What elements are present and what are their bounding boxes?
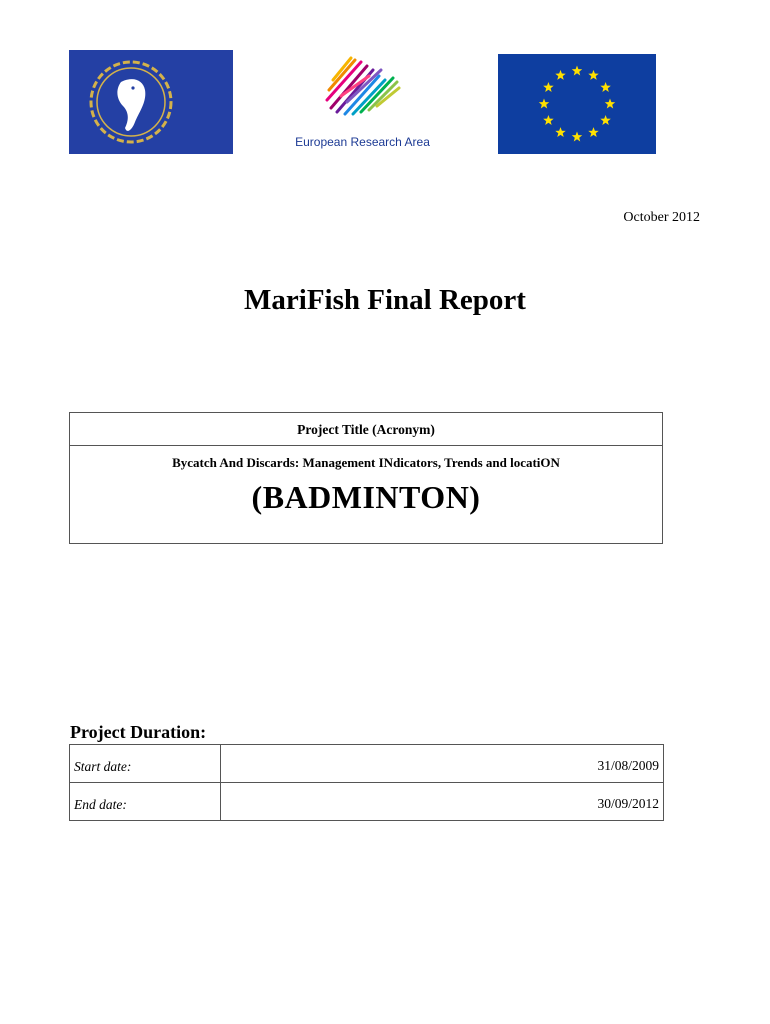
marifish-logo: [69, 50, 233, 154]
end-date-value: 30/09/2012: [221, 783, 664, 821]
project-acronym: (BADMINTON): [251, 479, 481, 515]
duration-heading: Project Duration:: [70, 722, 207, 742]
start-date-value: 31/08/2009: [221, 745, 664, 783]
report-title: MariFish Final Report: [244, 284, 526, 316]
project-title-label: Project Title (Acronym): [70, 413, 662, 446]
end-date-label: End date:: [70, 783, 221, 821]
table-row: [70, 783, 664, 821]
table-row: [70, 745, 664, 783]
marifish-emblem-icon: [69, 50, 233, 154]
era-caption: European Research Area: [295, 135, 430, 149]
eu-stars-icon: [498, 54, 656, 154]
project-full-name: Bycatch And Discards: Management INdicators, Trends and locatiON: [172, 455, 560, 470]
eu-flag: [498, 54, 656, 154]
era-swirl-icon: [285, 50, 440, 130]
european-research-area-logo: [285, 50, 440, 154]
project-title-box: [69, 412, 663, 544]
start-date-label: Start date:: [70, 745, 221, 783]
duration-table: [69, 744, 664, 821]
document-date: October 2012: [623, 210, 700, 225]
